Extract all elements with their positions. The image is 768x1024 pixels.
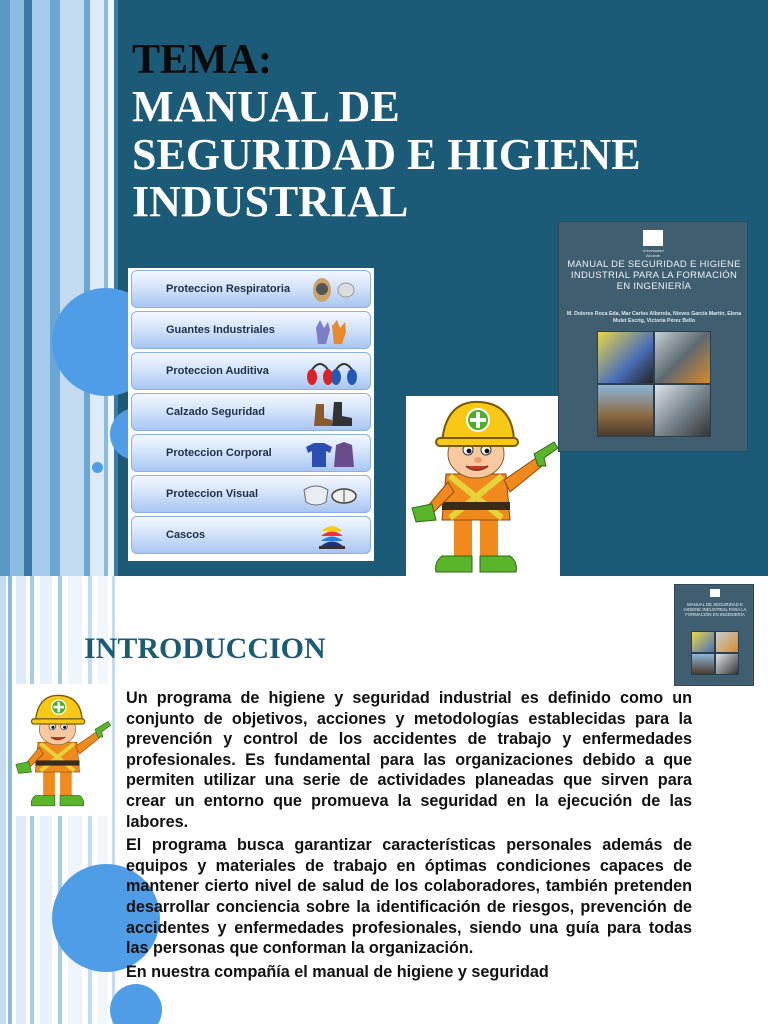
introduction-body — [126, 688, 692, 985]
book-cover-photos — [597, 331, 711, 437]
respirator-icon — [302, 275, 360, 305]
ppe-item-respiratoria[interactable] — [131, 270, 371, 308]
university-logo — [643, 230, 663, 246]
ppe-item-auditiva[interactable] — [131, 352, 371, 390]
section-heading: INTRODUCCION — [84, 632, 326, 665]
book-photo-2 — [655, 332, 710, 383]
book-photo-1 — [598, 332, 653, 383]
title-line-1: MANUAL DE — [132, 82, 400, 132]
ppe-item-label: Cascos — [166, 529, 206, 541]
ppe-item-label: Guantes Industriales — [166, 324, 275, 336]
safety-mascot-illustration — [406, 396, 560, 576]
gloves-icon — [302, 316, 360, 346]
ppe-menu — [128, 268, 374, 561]
safety-mascot-illustration — [12, 684, 112, 816]
ppe-item-label: Proteccion Auditiva — [166, 365, 269, 377]
university-logo — [710, 589, 720, 597]
ppe-item-label: Proteccion Corporal — [166, 447, 272, 459]
ppe-item-label: Calzado Seguridad — [166, 406, 266, 418]
decorative-circle-small — [92, 462, 103, 473]
title-label: TEMA: — [132, 37, 272, 83]
university-logo-text: Universidad Alicante — [642, 248, 664, 258]
boots-icon — [302, 398, 360, 428]
book-thumbnail-photos — [691, 631, 739, 675]
earmuffs-icon — [302, 357, 360, 387]
goggles-icon — [302, 480, 360, 510]
paragraph-2: El programa busca garantizar características personales además de equipos y materiales de trabajo en óptimas condiciones capaces de mantener cierto nivel de salud de los colaboradores, también pretenden desarrollar conciencia sobre la identificación de riesgos, prevención de accidentes y enfermedades profesionales, siendo una guía para todas las personas que conforman la organización. — [126, 836, 692, 958]
manual-book-thumbnail — [674, 584, 754, 686]
ppe-item-visual[interactable] — [131, 475, 371, 513]
ppe-item-cascos[interactable] — [131, 516, 371, 554]
ppe-item-calzado[interactable] — [131, 393, 371, 431]
book-thumbnail-title: MANUAL DE SEGURIDAD E HIGIENE INDUSTRIAL PARA LA FORMACIÓN EN INGENIERÍA — [683, 602, 747, 617]
paragraph-3: En nuestra compañía el manual de higiene y seguridad — [126, 962, 549, 981]
title-line-2: SEGURIDAD E HIGIENE — [132, 129, 641, 179]
helmet-icon — [302, 521, 360, 551]
decorative-circle-medium — [110, 984, 162, 1024]
slide-introduccion — [0, 576, 768, 1024]
ppe-item-label: Proteccion Visual — [166, 488, 259, 500]
coverall-icon — [302, 439, 360, 469]
book-photo-3 — [598, 385, 653, 436]
book-photo-4 — [655, 385, 710, 436]
ppe-item-corporal[interactable] — [131, 434, 371, 472]
slide-title-block — [132, 38, 752, 226]
ppe-item-guantes[interactable] — [131, 311, 371, 349]
paragraph-1: Un programa de higiene y seguridad industrial es definido como un conjunto de objetivos, acciones y metodologías establecidas para la prevención y control de los accidentes de trabajo y enfermedades profesionales. Es fundamental para las organizaciones debido a que permiten utilizar una serie de actividades planeadas que sirven para crear un entorno que promueva la seguridad en la ejecución de las labores. — [126, 689, 692, 831]
manual-book-cover — [558, 221, 748, 452]
book-authors: M. Dolores Roca Eda, Mar Carlos Alberola, Nieves García Martín, Elena Mulet Escrig, Victoria Pérez Bello — [566, 311, 742, 324]
title-line-3: INDUSTRIAL — [132, 177, 409, 227]
book-title: MANUAL DE SEGURIDAD E HIGIENE INDUSTRIAL PARA LA FORMACIÓN EN INGENIERÍA — [567, 259, 741, 292]
ppe-item-label: Proteccion Respiratoria — [166, 283, 291, 295]
